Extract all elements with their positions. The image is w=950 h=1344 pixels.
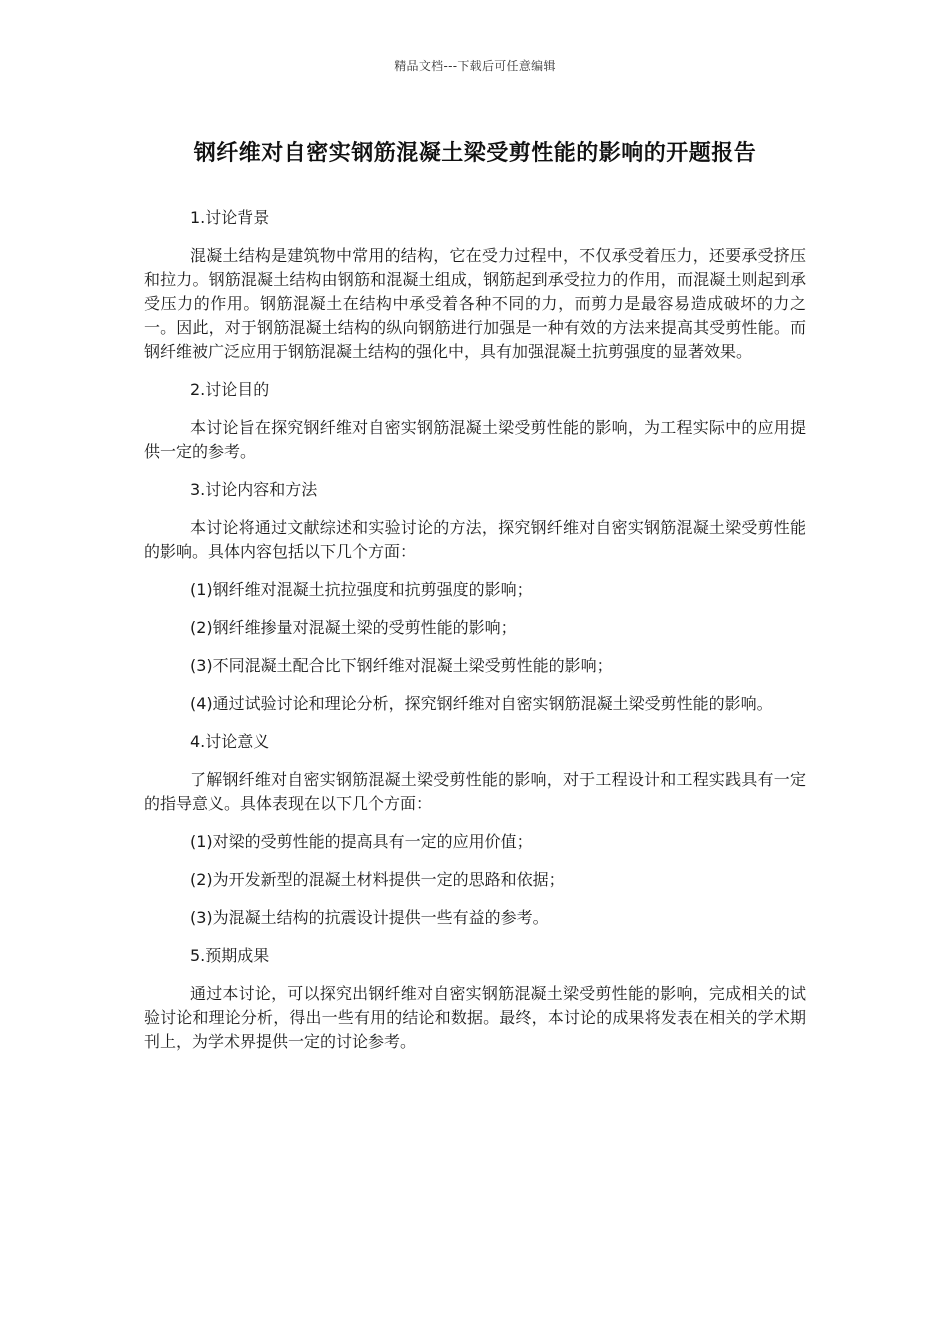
list-item-significance-1: (1)对梁的受剪性能的提高具有一定的应用价值； <box>190 832 533 851</box>
paragraph-background: 混凝土结构是建筑物中常用的结构，它在受力过程中，不仅承受着压力，还要承受挤压和拉力。钢筋混凝土结构由钢筋和混凝土组成，钢筋起到承受拉力的作用，而混凝土则起到承受压力的作用。钢筋混凝土在结构中承受着各种不同的力，而剪力是最容易造成破坏的力之一。因此，对于钢筋混凝土结构的纵向钢筋进行加强是一种有效的方法来提高其受剪性能。而钢纤维被广泛应用于钢筋混凝土结构的强化中，具有加强混凝土抗剪强度的显著效果。 <box>144 246 806 361</box>
section-heading-expected-results: 5.预期成果 <box>190 946 270 965</box>
document-body <box>144 206 806 1068</box>
list-item-content-3: (3)不同混凝土配合比下钢纤维对混凝土梁受剪性能的影响； <box>190 656 613 675</box>
list-item-content-4: (4)通过试验讨论和理论分析，探究钢纤维对自密实钢筋混凝土梁受剪性能的影响。 <box>190 694 773 713</box>
header-note: 精品文档---下载后可任意编辑 <box>394 59 556 73</box>
list-item-significance-2: (2)为开发新型的混凝土材料提供一定的思路和依据； <box>190 870 565 889</box>
section-heading-purpose: 2.讨论目的 <box>190 380 270 399</box>
list-item-significance-3: (3)为混凝土结构的抗震设计提供一些有益的参考。 <box>190 908 549 927</box>
paragraph-expected-results: 通过本讨论，可以探究出钢纤维对自密实钢筋混凝土梁受剪性能的影响，完成相关的试验讨论和理论分析，得出一些有用的结论和数据。最终，本讨论的成果将发表在相关的学术期刊上，为学术界提供一定的讨论参考。 <box>144 984 806 1051</box>
paragraph-significance-intro: 了解钢纤维对自密实钢筋混凝土梁受剪性能的影响，对于工程设计和工程实践具有一定的指导意义。具体表现在以下几个方面： <box>144 770 806 813</box>
paragraph-purpose: 本讨论旨在探究钢纤维对自密实钢筋混凝土梁受剪性能的影响，为工程实际中的应用提供一定的参考。 <box>144 418 806 461</box>
section-heading-background: 1.讨论背景 <box>190 208 270 227</box>
section-heading-significance: 4.讨论意义 <box>190 732 270 751</box>
list-item-content-2: (2)钢纤维掺量对混凝土梁的受剪性能的影响； <box>190 618 517 637</box>
list-item-content-1: (1)钢纤维对混凝土抗拉强度和抗剪强度的影响； <box>190 580 533 599</box>
section-heading-content-method: 3.讨论内容和方法 <box>190 480 318 499</box>
document-title: 钢纤维对自密实钢筋混凝土梁受剪性能的影响的开题报告 <box>193 141 757 166</box>
paragraph-content-intro: 本讨论将通过文献综述和实验讨论的方法，探究钢纤维对自密实钢筋混凝土梁受剪性能的影响。具体内容包括以下几个方面： <box>144 518 806 561</box>
